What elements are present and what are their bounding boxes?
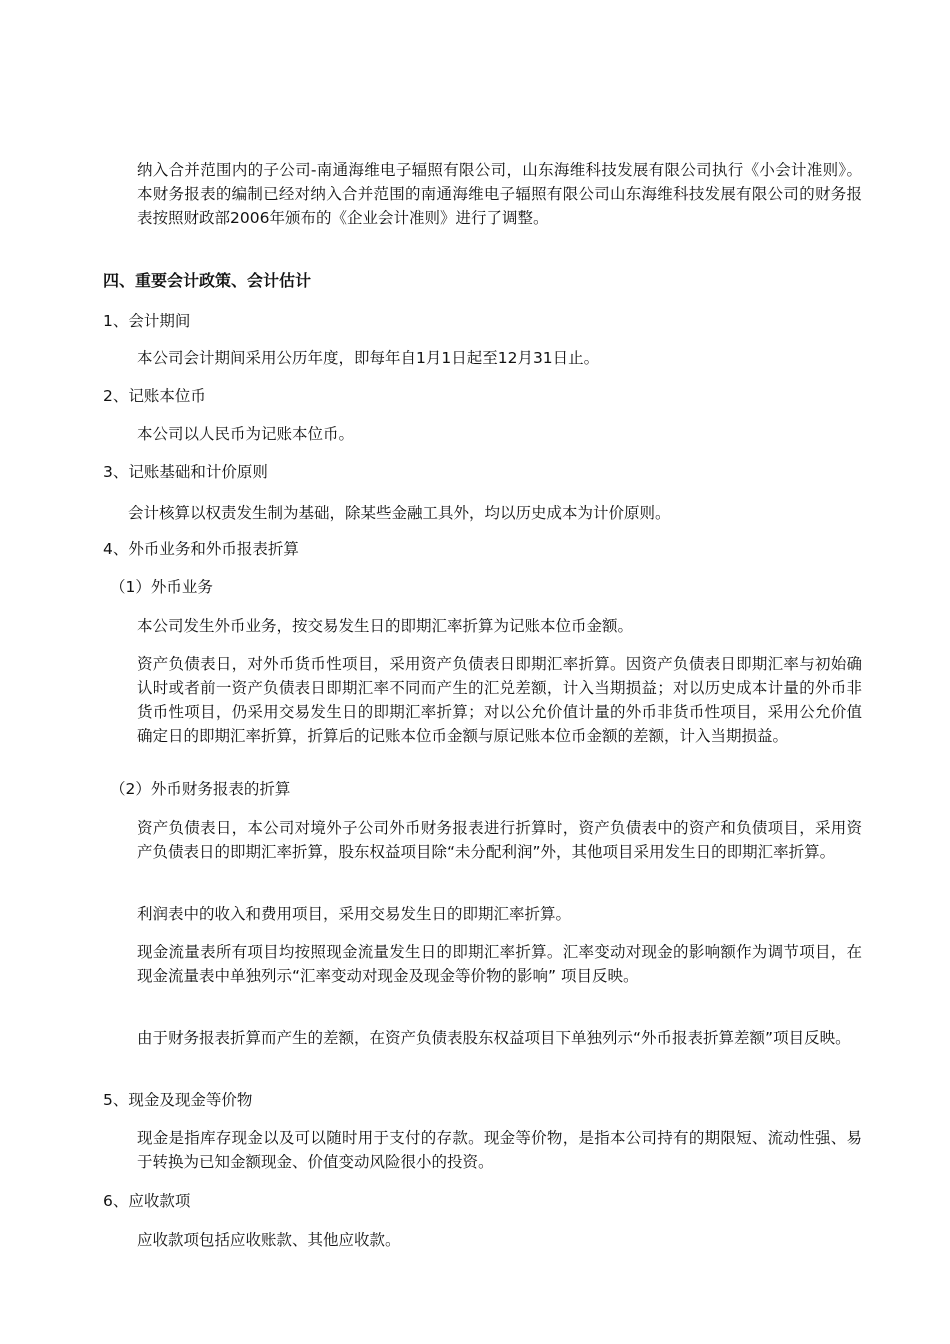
subitem-heading-4-2: （2）外币财务报表的折算 — [110, 780, 291, 798]
paragraph-4-2a: 资产负债表日，本公司对境外子公司外币财务报表进行折算时，资产负债表中的资产和负债项目，采用资产负债表日的即期汇率折算，股东权益项目除“未分配利润”外，其他项目采用发生日的即期汇率折算。 — [137, 819, 862, 861]
paragraph-3: 会计核算以权责发生制为基础，除某些金融工具外，均以历史成本为计价原则。 — [128, 504, 671, 522]
paragraph-2: 本公司以人民币为记账本位币。 — [137, 425, 355, 443]
section-heading: 四、重要会计政策、会计估计 — [103, 271, 312, 290]
item-heading-5: 5、现金及现金等价物 — [103, 1091, 253, 1109]
paragraph-4-2c: 现金流量表所有项目均按照现金流量发生日的即期汇率折算。汇率变动对现金的影响额作为调节项目，在现金流量表中单独列示“汇率变动对现金及现金等价物的影响” 项目反映。 — [137, 943, 862, 985]
item-heading-1: 1、会计期间 — [103, 312, 191, 330]
paragraph-4-2b: 利润表中的收入和费用项目，采用交易发生日的即期汇率折算。 — [137, 905, 572, 923]
paragraph-5: 现金是指库存现金以及可以随时用于支付的存款。现金等价物，是指本公司持有的期限短、流动性强、易于转换为已知金额现金、价值变动风险很小的投资。 — [137, 1129, 862, 1171]
paragraph-4-2d: 由于财务报表折算而产生的差额，在资产负债表股东权益项目下单独列示“外币报表折算差额”项目反映。 — [137, 1029, 851, 1047]
item-heading-3: 3、记账基础和计价原则 — [103, 463, 268, 481]
item-heading-2: 2、记账本位币 — [103, 387, 206, 405]
paragraph-6: 应收款项包括应收账款、其他应收款。 — [137, 1231, 401, 1249]
subitem-heading-4-1: （1）外币业务 — [110, 578, 213, 596]
paragraph-4-1b: 资产负债表日，对外币货币性项目，采用资产负债表日即期汇率折算。因资产负债表日即期汇率与初始确认时或者前一资产负债表日即期汇率不同而产生的汇兑差额，计入当期损益；对以历史成本计量的外币非货币性项目，仍采用交易发生日的即期汇率折算；对以公允价值计量的外币非货币性项目，采用公允价值确定日的即期汇率折算，折算后的记账本位币金额与原记账本位币金额的差额，计入当期损益。 — [137, 655, 862, 745]
intro-paragraph: 纳入合并范围内的子公司-南通海维电子辐照有限公司，山东海维科技发展有限公司执行《小会计准则》。本财务报表的编制已经对纳入合并范围的南通海维电子辐照有限公司山东海维科技发展有限公司的财务报表按照财政部2006年颁布的《企业会计准则》进行了调整。 — [137, 161, 862, 227]
item-heading-4: 4、外币业务和外币报表折算 — [103, 540, 299, 558]
item-heading-6: 6、应收款项 — [103, 1192, 191, 1210]
paragraph-4-1a: 本公司发生外币业务，按交易发生日的即期汇率折算为记账本位币金额。 — [137, 617, 634, 635]
paragraph-1: 本公司会计期间采用公历年度，即每年自1月1日起至12月31日止。 — [137, 349, 600, 367]
